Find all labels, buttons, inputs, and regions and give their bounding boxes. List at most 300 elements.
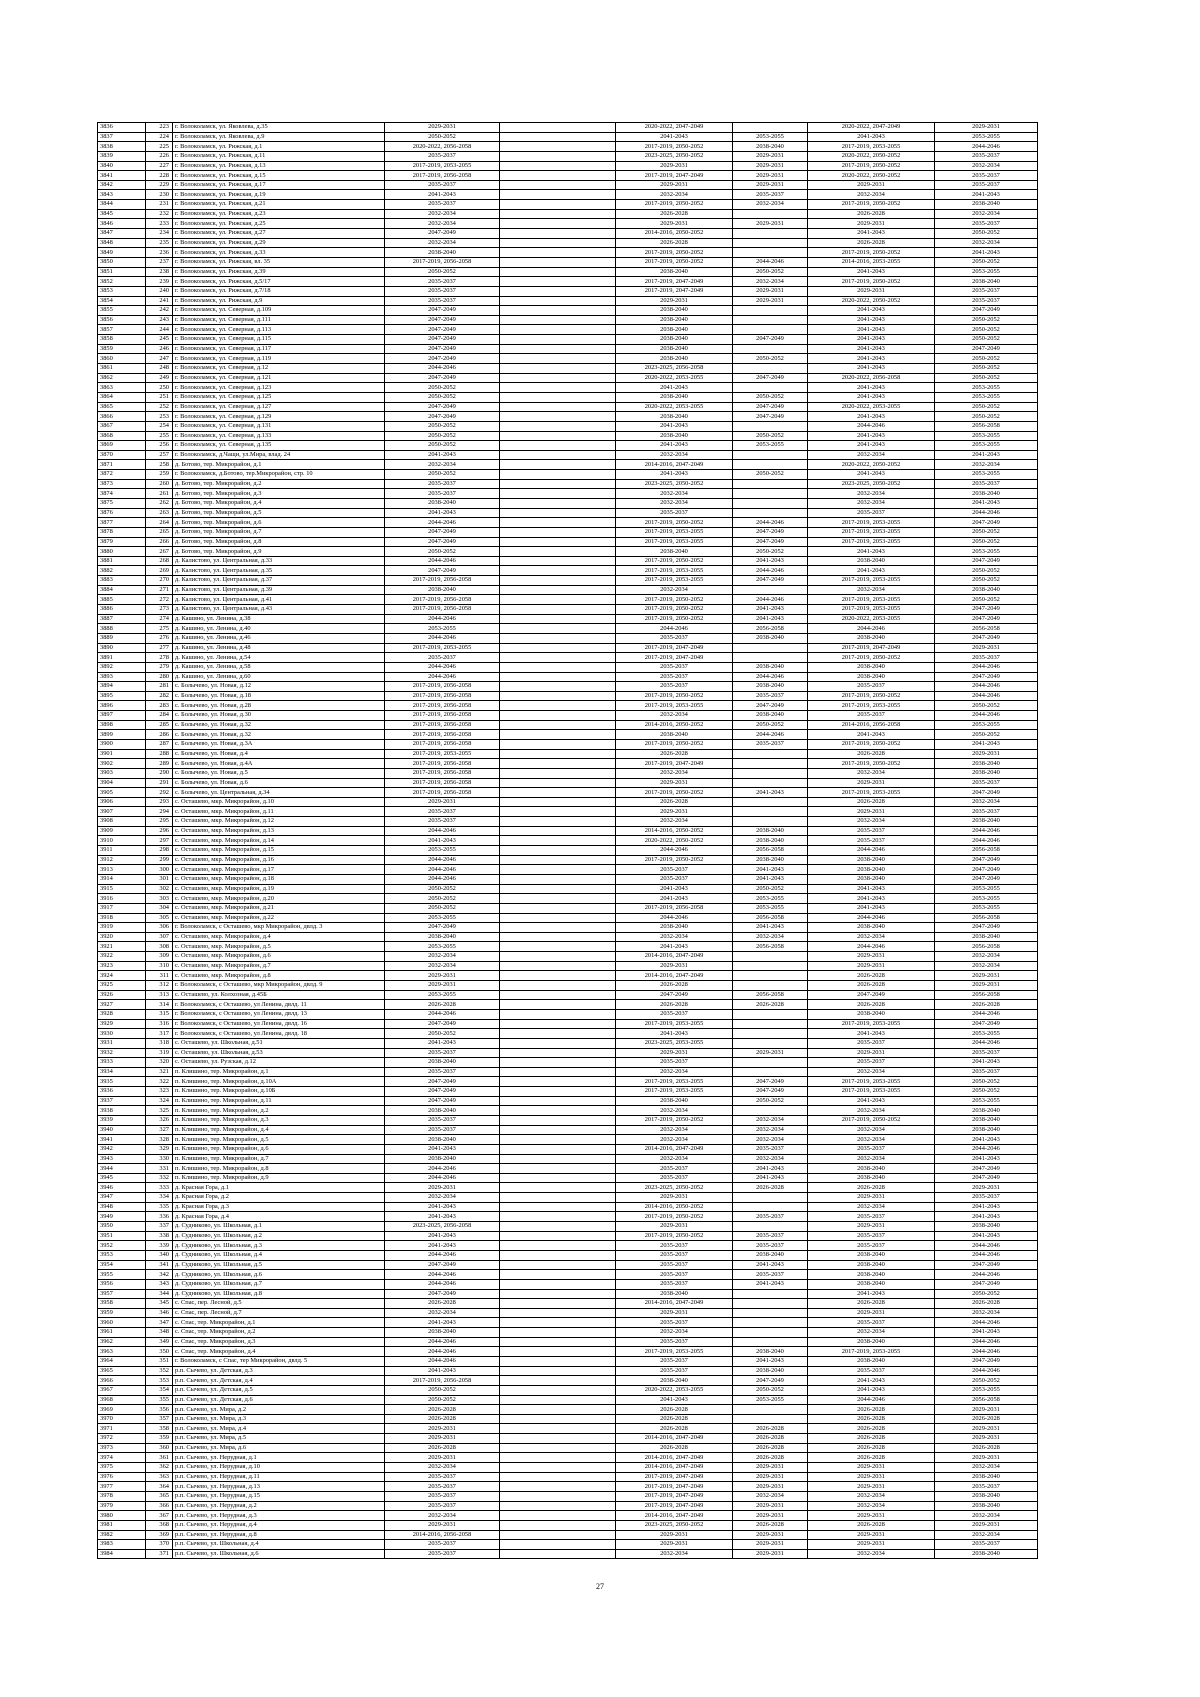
row-index-cell: 3901: [98, 749, 146, 759]
period-cell-1: 2026-2028: [385, 1000, 500, 1010]
period-cell-6: 2053-2055: [935, 383, 1038, 393]
row-index-cell: 3864: [98, 392, 146, 402]
period-cell-6: 2050-2052: [935, 325, 1038, 335]
table-row: [98, 180, 1038, 190]
period-cell-6: 2050-2052: [935, 1087, 1038, 1097]
row-index-cell: 3843: [98, 190, 146, 200]
address-cell: с. Болычево, ул. Новая, д.28: [173, 701, 385, 711]
period-cell-5: 2020-2022, 2050-2052: [808, 460, 935, 470]
table-row: [98, 1434, 1038, 1444]
period-cell-4: [733, 489, 808, 499]
period-cell-1: 2032-2034: [385, 219, 500, 229]
period-cell-1: 2035-2037: [385, 1067, 500, 1077]
period-cell-1: 2041-2043: [385, 1366, 500, 1376]
period-cell-6: 2035-2037: [935, 479, 1038, 489]
row-index-cell: 3837: [98, 132, 146, 142]
row-index-cell: 3892: [98, 662, 146, 672]
period-cell-5: 2041-2043: [808, 1096, 935, 1106]
period-cell-6: 2029-2031: [935, 1453, 1038, 1463]
period-cell-1: 2050-2052: [385, 547, 500, 557]
period-cell-6: 2047-2049: [935, 1173, 1038, 1183]
address-cell: д. Красная Гора, д.1: [173, 1183, 385, 1193]
table-row: [98, 489, 1038, 499]
period-cell-5: 2035-2037: [808, 711, 935, 721]
period-cell-5: 2026-2028: [808, 981, 935, 991]
period-cell-2: [500, 865, 616, 875]
period-cell-6: 2035-2037: [935, 296, 1038, 306]
period-cell-3: 2017-2019, 2053-2055: [616, 1077, 733, 1087]
address-cell: р.п. Сычево, ул. Нерудная, д.4: [173, 1520, 385, 1530]
period-cell-1: 2032-2034: [385, 1308, 500, 1318]
item-number-cell: 285: [146, 720, 173, 730]
period-cell-2: [500, 1067, 616, 1077]
period-cell-1: 2038-2040: [385, 1135, 500, 1145]
period-cell-6: 2032-2034: [935, 1463, 1038, 1473]
period-cell-3: 2029-2031: [616, 778, 733, 788]
item-number-cell: 322: [146, 1077, 173, 1087]
address-cell: д. Красная Гора, д.4: [173, 1212, 385, 1222]
period-cell-2: [500, 691, 616, 701]
period-cell-5: 2035-2037: [808, 1038, 935, 1048]
item-number-cell: 280: [146, 672, 173, 682]
period-cell-5: 2026-2028: [808, 1405, 935, 1415]
row-index-cell: 3849: [98, 248, 146, 258]
item-number-cell: 346: [146, 1308, 173, 1318]
period-cell-1: 2032-2034: [385, 1511, 500, 1521]
period-cell-6: 2044-2046: [935, 1366, 1038, 1376]
item-number-cell: 264: [146, 518, 173, 528]
period-cell-5: 2041-2043: [808, 1029, 935, 1039]
period-cell-2: [500, 1501, 616, 1511]
period-cell-1: 2035-2037: [385, 1540, 500, 1550]
period-cell-2: [500, 874, 616, 884]
row-index-cell: 3898: [98, 720, 146, 730]
period-cell-4: [733, 1337, 808, 1347]
table-row: [98, 759, 1038, 769]
table-row: [98, 1347, 1038, 1357]
period-cell-3: 2035-2037: [616, 662, 733, 672]
period-cell-4: [733, 1038, 808, 1048]
period-cell-4: [733, 123, 808, 133]
period-cell-5: 2041-2043: [808, 1289, 935, 1299]
period-cell-3: 2020-2022, 2047-2049: [616, 123, 733, 133]
period-cell-3: 2017-2019, 2050-2052: [616, 518, 733, 528]
table-row: [98, 209, 1038, 219]
period-cell-6: 2050-2052: [935, 373, 1038, 383]
item-number-cell: 359: [146, 1434, 173, 1444]
period-cell-4: [733, 1202, 808, 1212]
table-row: [98, 884, 1038, 894]
period-cell-6: 2047-2049: [935, 1279, 1038, 1289]
period-cell-4: 2035-2037: [733, 1270, 808, 1280]
row-index-cell: 3980: [98, 1511, 146, 1521]
table-row: [98, 614, 1038, 624]
table-row: [98, 315, 1038, 325]
address-cell: д. Судниково, ул. Школьная, д.8: [173, 1289, 385, 1299]
table-row: [98, 1202, 1038, 1212]
address-cell: г. Волоколамск, ул. Северная, д.119: [173, 354, 385, 364]
item-number-cell: 276: [146, 633, 173, 643]
address-cell: г. Волоколамск, с Осташево, мкр Микрорайон, двлд. 9: [173, 981, 385, 991]
period-cell-2: [500, 1260, 616, 1270]
row-index-cell: 3903: [98, 768, 146, 778]
period-cell-5: 2017-2019, 2050-2052: [808, 740, 935, 750]
period-cell-2: [500, 1308, 616, 1318]
row-index-cell: 3974: [98, 1453, 146, 1463]
period-cell-3: 2041-2043: [616, 1029, 733, 1039]
period-cell-1: 2038-2040: [385, 1328, 500, 1338]
period-cell-3: 2038-2040: [616, 354, 733, 364]
row-index-cell: 3975: [98, 1463, 146, 1473]
row-index-cell: 3960: [98, 1318, 146, 1328]
address-cell: с. Спас, тер. Микрорайон, д.1: [173, 1318, 385, 1328]
period-cell-6: 2032-2034: [935, 1308, 1038, 1318]
period-cell-5: 2038-2040: [808, 1173, 935, 1183]
period-cell-5: 2032-2034: [808, 1549, 935, 1559]
period-cell-1: 2044-2046: [385, 1357, 500, 1367]
period-cell-2: [500, 720, 616, 730]
period-cell-4: 2035-2037: [733, 740, 808, 750]
period-cell-5: 2047-2049: [808, 990, 935, 1000]
period-cell-5: 2026-2028: [808, 1453, 935, 1463]
period-cell-4: [733, 759, 808, 769]
address-cell: г. Волоколамск, ул. Северная, д.129: [173, 412, 385, 422]
period-cell-2: [500, 952, 616, 962]
period-cell-6: 2029-2031: [935, 749, 1038, 759]
row-index-cell: 3850: [98, 257, 146, 267]
period-cell-4: [733, 1029, 808, 1039]
period-cell-5: 2020-2022, 2050-2052: [808, 151, 935, 161]
period-cell-5: 2038-2040: [808, 556, 935, 566]
period-cell-1: 2047-2049: [385, 1260, 500, 1270]
period-cell-4: 2047-2049: [733, 527, 808, 537]
period-cell-5: 2014-2016, 2053-2055: [808, 257, 935, 267]
row-index-cell: 3932: [98, 1048, 146, 1058]
item-number-cell: 296: [146, 826, 173, 836]
item-number-cell: 310: [146, 961, 173, 971]
period-cell-1: 2050-2052: [385, 470, 500, 480]
period-cell-1: 2035-2037: [385, 1125, 500, 1135]
period-cell-4: 2032-2034: [733, 1115, 808, 1125]
table-row: [98, 701, 1038, 711]
item-number-cell: 339: [146, 1241, 173, 1251]
period-cell-6: 2044-2046: [935, 682, 1038, 692]
period-cell-5: 2026-2028: [808, 1000, 935, 1010]
row-index-cell: 3845: [98, 209, 146, 219]
period-cell-3: 2032-2034: [616, 585, 733, 595]
period-cell-2: [500, 643, 616, 653]
period-cell-6: 2038-2040: [935, 1501, 1038, 1511]
period-cell-2: [500, 1328, 616, 1338]
period-cell-6: 2035-2037: [935, 1067, 1038, 1077]
row-index-cell: 3897: [98, 711, 146, 721]
period-cell-4: [733, 807, 808, 817]
row-index-cell: 3967: [98, 1385, 146, 1395]
period-cell-6: 2050-2052: [935, 229, 1038, 239]
row-index-cell: 3915: [98, 884, 146, 894]
table-row: [98, 1443, 1038, 1453]
address-cell: с. Осташево, ул. Колхозная, д.45Б: [173, 990, 385, 1000]
table-row: [98, 1029, 1038, 1039]
address-cell: д. Кашино, ул. Ленина, д.60: [173, 672, 385, 682]
period-cell-3: 2041-2043: [616, 942, 733, 952]
period-cell-1: 2041-2043: [385, 1231, 500, 1241]
period-cell-3: 2038-2040: [616, 335, 733, 345]
table-row: [98, 248, 1038, 258]
table-row: [98, 778, 1038, 788]
period-cell-2: [500, 1318, 616, 1328]
period-cell-6: 2038-2040: [935, 1106, 1038, 1116]
address-cell: п. Клишино, тер. Микрорайон, д.10А: [173, 1077, 385, 1087]
address-cell: г. Волоколамск, ул. Северная, д.111: [173, 315, 385, 325]
period-cell-5: 2017-2019, 2053-2055: [808, 1019, 935, 1029]
period-cell-5: 2017-2019, 2050-2052: [808, 691, 935, 701]
period-cell-6: 2044-2046: [935, 142, 1038, 152]
period-cell-5: 2032-2034: [808, 498, 935, 508]
period-cell-2: [500, 913, 616, 923]
period-cell-4: 2029-2031: [733, 1511, 808, 1521]
table-row: [98, 595, 1038, 605]
period-cell-5: 2035-2037: [808, 836, 935, 846]
item-number-cell: 303: [146, 894, 173, 904]
period-cell-2: [500, 171, 616, 181]
period-cell-3: 2035-2037: [616, 1279, 733, 1289]
period-cell-3: 2044-2046: [616, 913, 733, 923]
item-number-cell: 231: [146, 200, 173, 210]
period-cell-6: 2038-2040: [935, 1115, 1038, 1125]
period-cell-5: 2041-2043: [808, 547, 935, 557]
item-number-cell: 367: [146, 1511, 173, 1521]
address-cell: г. Волоколамск, ул. Северная, д.125: [173, 392, 385, 402]
address-cell: г. Волоколамск, ул. Рижская, вл. 35: [173, 257, 385, 267]
period-cell-5: 2041-2043: [808, 344, 935, 354]
period-cell-2: [500, 1279, 616, 1289]
period-cell-1: 2047-2049: [385, 325, 500, 335]
period-cell-5: 2017-2019, 2053-2055: [808, 576, 935, 586]
period-cell-4: 2029-2031: [733, 171, 808, 181]
row-index-cell: 3912: [98, 855, 146, 865]
period-cell-3: 2026-2028: [616, 981, 733, 991]
row-index-cell: 3844: [98, 200, 146, 210]
item-number-cell: 240: [146, 286, 173, 296]
table-row: [98, 961, 1038, 971]
row-index-cell: 3893: [98, 672, 146, 682]
period-cell-4: 2056-2058: [733, 913, 808, 923]
item-number-cell: 256: [146, 441, 173, 451]
period-cell-3: 2038-2040: [616, 431, 733, 441]
row-index-cell: 3940: [98, 1125, 146, 1135]
period-cell-6: 2029-2031: [935, 643, 1038, 653]
period-cell-1: 2044-2046: [385, 1347, 500, 1357]
period-cell-5: 2041-2043: [808, 894, 935, 904]
period-cell-2: [500, 961, 616, 971]
row-index-cell: 3891: [98, 653, 146, 663]
period-cell-3: 2035-2037: [616, 1260, 733, 1270]
period-cell-5: 2041-2043: [808, 306, 935, 316]
period-cell-6: 2038-2040: [935, 768, 1038, 778]
period-cell-1: 2017-2019, 2053-2055: [385, 749, 500, 759]
row-index-cell: 3951: [98, 1231, 146, 1241]
table-row: [98, 981, 1038, 991]
address-cell: г. Волоколамск, с Осташево, ул Ленина, двлд. 13: [173, 1009, 385, 1019]
row-index-cell: 3858: [98, 335, 146, 345]
period-cell-5: 2035-2037: [808, 1366, 935, 1376]
period-cell-3: 2035-2037: [616, 1318, 733, 1328]
row-index-cell: 3888: [98, 624, 146, 634]
period-cell-3: 2035-2037: [616, 865, 733, 875]
period-cell-1: 2041-2043: [385, 836, 500, 846]
period-cell-5: 2026-2028: [808, 971, 935, 981]
period-cell-4: 2053-2055: [733, 132, 808, 142]
period-cell-4: [733, 1308, 808, 1318]
period-cell-4: 2050-2052: [733, 431, 808, 441]
period-cell-2: [500, 1463, 616, 1473]
period-cell-3: 2035-2037: [616, 1357, 733, 1367]
address-cell: г. Волоколамск, ул. Северная, д.133: [173, 431, 385, 441]
period-cell-6: 2053-2055: [935, 1096, 1038, 1106]
period-cell-5: 2041-2043: [808, 730, 935, 740]
address-cell: д. Калистово, ул. Центральная, д.43: [173, 605, 385, 615]
period-cell-1: 2017-2019, 2056-2058: [385, 691, 500, 701]
period-cell-1: 2047-2049: [385, 402, 500, 412]
period-cell-3: 2029-2031: [616, 1540, 733, 1550]
period-cell-4: 2044-2046: [733, 730, 808, 740]
period-cell-3: 2041-2043: [616, 421, 733, 431]
period-cell-5: 2020-2022, 2047-2049: [808, 123, 935, 133]
period-cell-1: 2032-2034: [385, 460, 500, 470]
period-cell-5: 2032-2034: [808, 190, 935, 200]
period-cell-5: 2041-2043: [808, 884, 935, 894]
address-cell: с. Спас, тер. Микрорайон, д.4: [173, 1347, 385, 1357]
period-cell-1: 2047-2049: [385, 537, 500, 547]
address-cell: р.п. Сычево, ул. Нерудная, д.8: [173, 1530, 385, 1540]
period-cell-2: [500, 585, 616, 595]
item-number-cell: 356: [146, 1405, 173, 1415]
table-row: [98, 1385, 1038, 1395]
period-cell-5: 2038-2040: [808, 865, 935, 875]
address-cell: с. Осташево, мкр. Микрорайон, д.6: [173, 952, 385, 962]
table-row: [98, 1289, 1038, 1299]
row-index-cell: 3933: [98, 1058, 146, 1068]
period-cell-5: 2017-2019, 2053-2055: [808, 788, 935, 798]
table-row: [98, 711, 1038, 721]
period-cell-4: 2044-2046: [733, 518, 808, 528]
period-cell-2: [500, 306, 616, 316]
period-cell-2: [500, 894, 616, 904]
period-cell-4: 2026-2028: [733, 1000, 808, 1010]
item-number-cell: 369: [146, 1530, 173, 1540]
item-number-cell: 302: [146, 884, 173, 894]
table-row: [98, 1482, 1038, 1492]
period-cell-5: 2026-2028: [808, 1520, 935, 1530]
period-cell-1: 2044-2046: [385, 865, 500, 875]
period-cell-4: 2041-2043: [733, 923, 808, 933]
period-cell-3: 2023-2025, 2056-2058: [616, 364, 733, 374]
address-cell: г. Волоколамск, ул. Северная, д.127: [173, 402, 385, 412]
address-cell: р.п. Сычево, ул. Нерудная, д.1: [173, 1453, 385, 1463]
period-cell-6: 2038-2040: [935, 759, 1038, 769]
period-cell-4: [733, 1222, 808, 1232]
period-cell-5: 2029-2031: [808, 778, 935, 788]
period-cell-2: [500, 1212, 616, 1222]
period-cell-3: 2026-2028: [616, 1443, 733, 1453]
address-cell: д. Судниково, ул. Школьная, д.1: [173, 1222, 385, 1232]
item-number-cell: 345: [146, 1299, 173, 1309]
period-cell-1: 2047-2049: [385, 1077, 500, 1087]
address-cell: г. Волоколамск, д.Ботово, тер.Микрорайон, стр. 10: [173, 470, 385, 480]
period-cell-4: 2047-2049: [733, 412, 808, 422]
period-cell-3: 2023-2025, 2050-2052: [616, 151, 733, 161]
period-cell-2: [500, 508, 616, 518]
item-number-cell: 362: [146, 1463, 173, 1473]
period-cell-3: 2038-2040: [616, 392, 733, 402]
period-cell-4: 2044-2046: [733, 257, 808, 267]
period-cell-4: [733, 1193, 808, 1203]
row-index-cell: 3945: [98, 1173, 146, 1183]
table-row: [98, 952, 1038, 962]
table-row: [98, 1549, 1038, 1559]
period-cell-6: 2032-2034: [935, 161, 1038, 171]
period-cell-2: [500, 1482, 616, 1492]
period-cell-5: 2041-2043: [808, 1376, 935, 1386]
address-cell: с. Осташево, мкр. Микрорайон, д.16: [173, 855, 385, 865]
period-cell-5: 2029-2031: [808, 1511, 935, 1521]
address-cell: р.п. Сычево, ул. Школьная, д.6: [173, 1549, 385, 1559]
item-number-cell: 357: [146, 1414, 173, 1424]
table-row: [98, 498, 1038, 508]
period-cell-1: 2029-2031: [385, 981, 500, 991]
period-cell-3: 2026-2028: [616, 1405, 733, 1415]
period-cell-3: 2038-2040: [616, 923, 733, 933]
table-row: [98, 1183, 1038, 1193]
row-index-cell: 3857: [98, 325, 146, 335]
row-index-cell: 3943: [98, 1154, 146, 1164]
address-cell: с. Осташево, мкр. Микрорайон, д.19: [173, 884, 385, 894]
item-number-cell: 319: [146, 1048, 173, 1058]
period-cell-2: [500, 1144, 616, 1154]
row-index-cell: 3936: [98, 1087, 146, 1097]
address-cell: д. Ботово, тер. Микрорайон, д.8: [173, 537, 385, 547]
table-row: [98, 1328, 1038, 1338]
period-cell-3: 2038-2040: [616, 267, 733, 277]
item-number-cell: 236: [146, 248, 173, 258]
row-index-cell: 3941: [98, 1135, 146, 1145]
period-cell-1: 2026-2028: [385, 1405, 500, 1415]
period-cell-5: 2026-2028: [808, 238, 935, 248]
period-cell-1: 2017-2019, 2056-2058: [385, 682, 500, 692]
period-cell-2: [500, 1125, 616, 1135]
row-index-cell: 3984: [98, 1549, 146, 1559]
period-cell-1: 2035-2037: [385, 1115, 500, 1125]
period-cell-2: [500, 441, 616, 451]
item-number-cell: 306: [146, 923, 173, 933]
period-cell-3: 2017-2019, 2050-2052: [616, 740, 733, 750]
period-cell-6: 2044-2046: [935, 508, 1038, 518]
period-cell-2: [500, 1154, 616, 1164]
period-cell-1: 2047-2049: [385, 1019, 500, 1029]
item-number-cell: 295: [146, 817, 173, 827]
period-cell-5: 2038-2040: [808, 1260, 935, 1270]
period-cell-6: 2047-2049: [935, 923, 1038, 933]
item-number-cell: 274: [146, 614, 173, 624]
period-cell-1: 2047-2049: [385, 373, 500, 383]
period-cell-2: [500, 1231, 616, 1241]
table-row: [98, 1250, 1038, 1260]
period-cell-6: 2050-2052: [935, 730, 1038, 740]
period-cell-4: 2050-2052: [733, 547, 808, 557]
period-cell-5: 2035-2037: [808, 1058, 935, 1068]
table-row: [98, 797, 1038, 807]
